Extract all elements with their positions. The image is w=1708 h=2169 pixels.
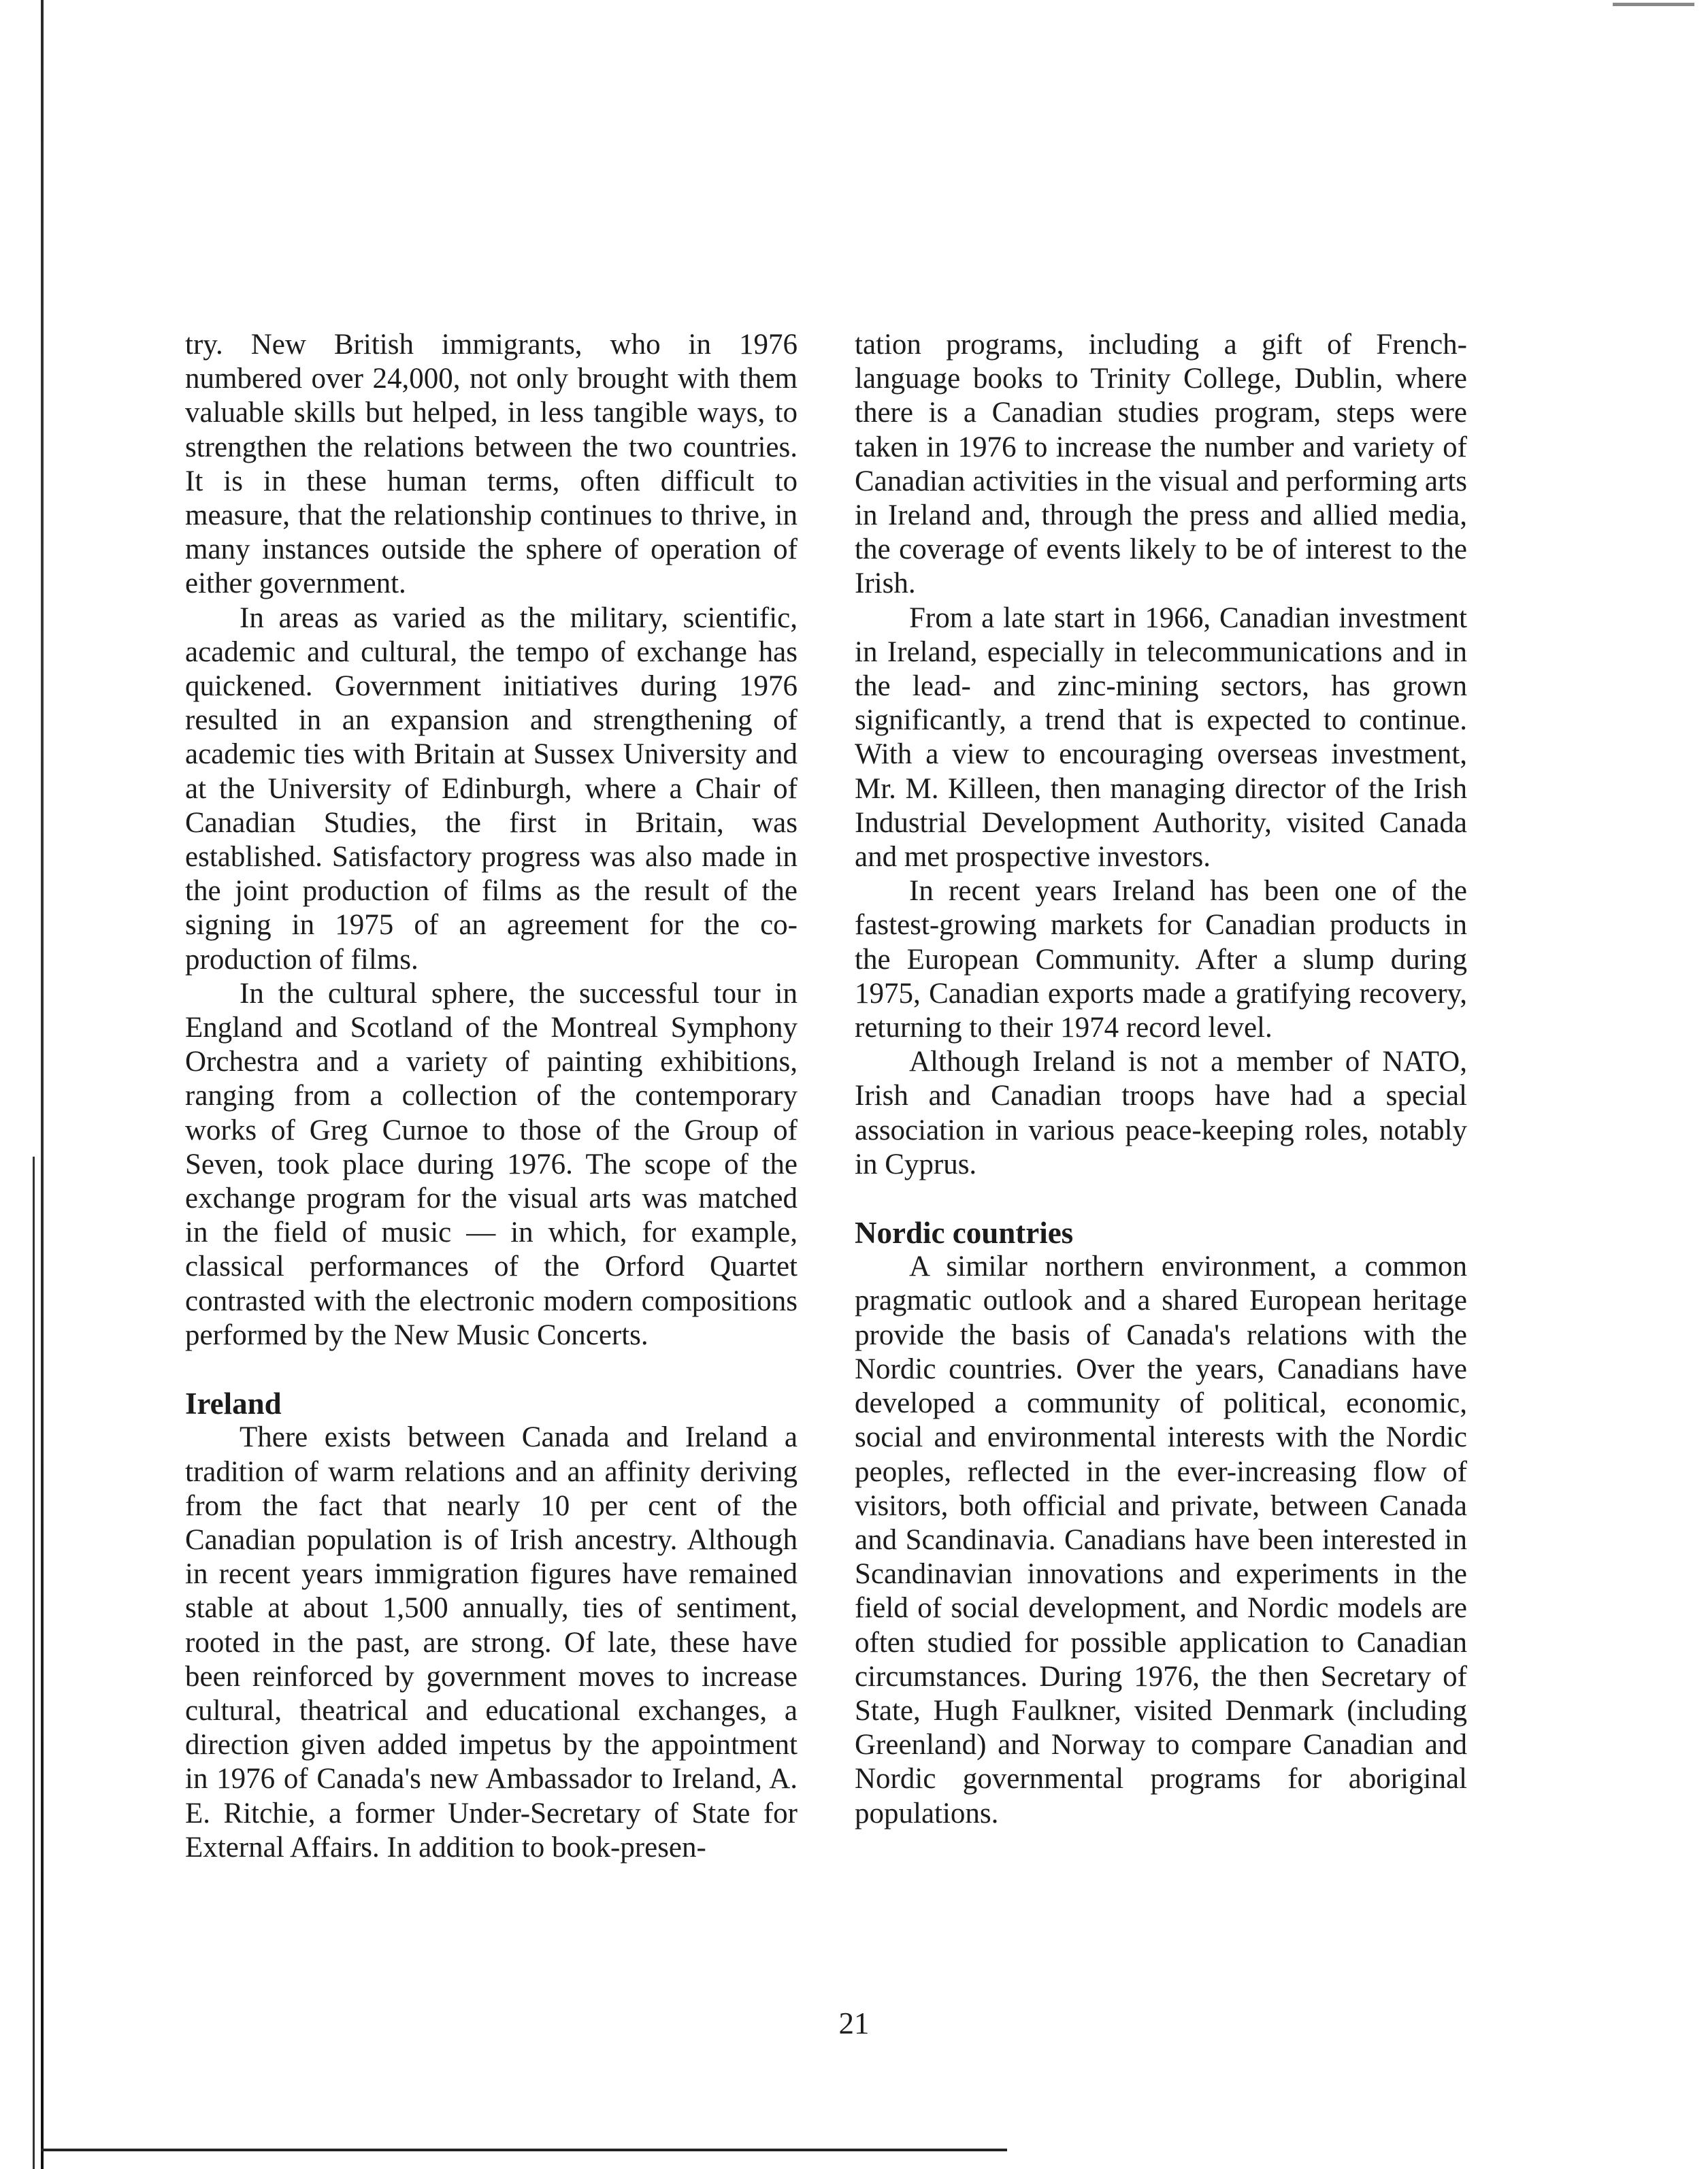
scan-mark-top-right [1613, 3, 1694, 6]
paragraph: In recent years Ireland has been one of the fastest-growing markets for Canadian products in the European Community. After a slump during 1975, Canadian exports made a gratifying recovery, returning to their 1974 record level. [855, 875, 1467, 1044]
section-heading-ireland: Ireland [185, 1387, 282, 1421]
paragraph: There exists between Canada and Ireland a tradition of warm relations and an affinity deriving from the fact that nearly 10 per cent of the Canadian population is of Irish ancestry. Although in recent years immigration figures have remained stable at about 1,500 annually, ties of sentiment, rooted in the past, are strong. Of late, these have been reinforced by government moves to increase cultural, theatrical and educational exchanges, a direction given added impetus by the appointment in 1976 of Canada's new Ambassador to Ireland, A. E. Ritchie, a former Under-Secretary of State for External Affairs. In addition to book-presen- [185, 1421, 798, 1864]
section-gap [185, 1353, 798, 1387]
section-gap [855, 1182, 1467, 1216]
paragraph: Although Ireland is not a member of NATO, Irish and Canadian troops have had a special association in various peace-keeping roles, notably in Cyprus. [855, 1046, 1467, 1180]
section-heading-nordic: Nordic countries [855, 1216, 1074, 1251]
paragraph: try. New British immigrants, who in 1976 numbered over 24,000, not only brought with them valuable skills but helped, in less tangible ways, to strengthen the relations between the two countries. It is in these human terms, often difficult to measure, that the relationship continues to thrive, in many instances outside the sphere of operation of either government. [185, 329, 798, 600]
paragraph: A similar northern environment, a common pragmatic outlook and a shared European heritage provide the basis of Canada's relations with the Nordic countries. Over the years, Canadians have developed a community of political, economic, social and environmental interests with the Nordic peoples, reflected in the ever-increasing flow of visitors, both official and private, between Canada and Scandinavia. Canadians have been interested in Scandinavian innovations and experiments in the field of social development, and Nordic models are often studied for possible application to Canadian circumstances. During 1976, the then Secretary of State, Hugh Faulkner, visited Denmark (including Greenland) and Norway to compare Canadian and Nordic governmental programs for aboriginal populations. [855, 1251, 1467, 1829]
right-column [855, 328, 1467, 1831]
scan-edge-left [41, 0, 44, 2169]
scan-edge-bottom [41, 2149, 1007, 2151]
paragraph: From a late start in 1966, Canadian investment in Ireland, especially in telecommunications and in the lead- and zinc-mining sectors, has grown significantly, a trend that is expected to continue. With a view to encouraging overseas investment, Mr. M. Killeen, then managing director of the Irish Industrial Development Authority, visited Canada and met prospective investors. [855, 601, 1467, 874]
page-number: 21 [838, 2006, 870, 2040]
paragraph: In the cultural sphere, the successful tour in England and Scotland of the Montreal Symphony Orchestra and a variety of painting exhibitions, ranging from a collection of the contemporary works of Greg Curnoe to those of the Group of Seven, took place during 1976. The scope of the exchange program for the visual arts was matched in the field of music — in which, for example, classical performances of the Orford Quartet contrasted with the electronic modern compositions performed by the New Music Concerts. [185, 977, 798, 1351]
paragraph: In areas as varied as the military, scientific, academic and cultural, the tempo of exchange has quickened. Government initiatives during 1976 resulted in an expansion and strengthening of academic ties with Britain at Sussex University and at the University of Edinburgh, where a Chair of Canadian Studies, the first in Britain, was established. Satisfactory progress was also made in the joint production of films as the result of the signing in 1975 of an agreement for the co-production of films. [185, 601, 798, 976]
left-column [185, 328, 798, 1865]
paragraph: tation programs, including a gift of French-language books to Trinity College, Dublin, where there is a Canadian studies program, steps were taken in 1976 to increase the number and variety of Canadian activities in the visual and performing arts in Ireland and, through the press and allied media, the coverage of events likely to be of interest to the Irish. [855, 329, 1467, 600]
